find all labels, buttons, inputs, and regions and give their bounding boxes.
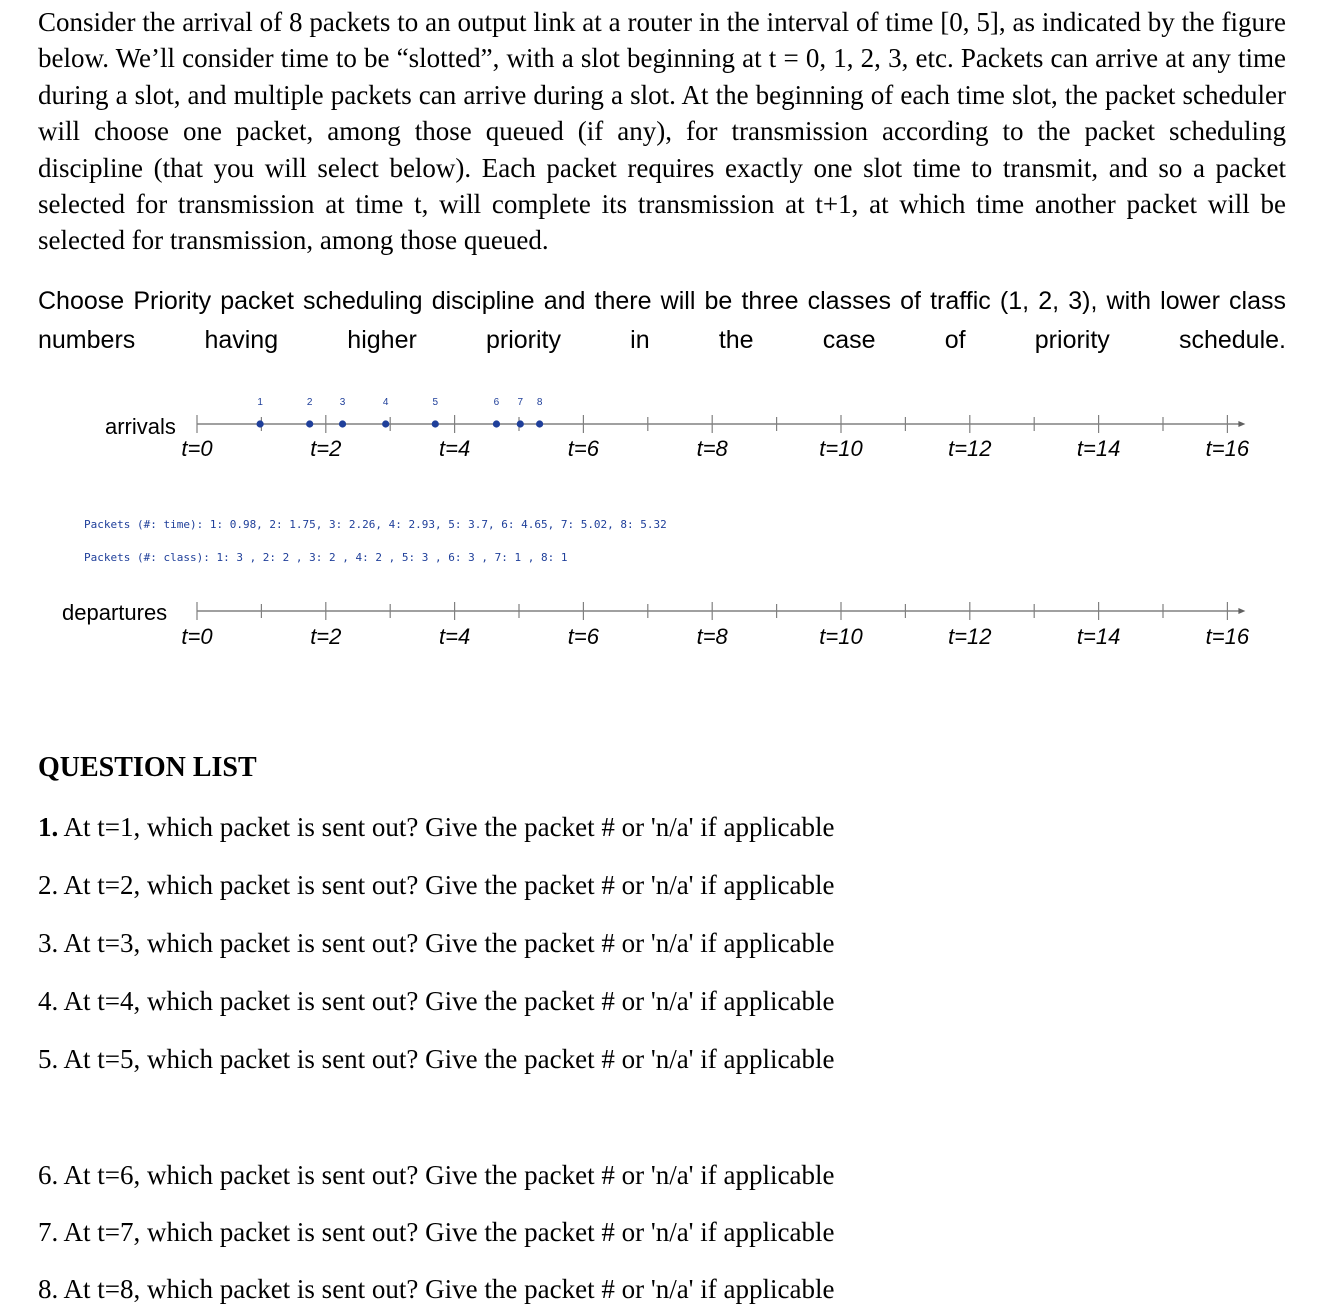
packet-number: 6 bbox=[493, 397, 500, 408]
question-text: At t=4, which packet is sent out? Give the packet # or 'n/a' if applicable bbox=[58, 986, 835, 1016]
packet-arrival-dot bbox=[339, 420, 346, 427]
question-text: At t=8, which packet is sent out? Give the packet # or 'n/a' if applicable bbox=[58, 1274, 835, 1304]
time-label: t=6 bbox=[567, 624, 599, 649]
question-item bbox=[38, 870, 834, 901]
time-label: t=12 bbox=[948, 436, 992, 461]
packet-arrival-dot bbox=[493, 420, 500, 427]
arrivals-timeline bbox=[0, 404, 1338, 440]
intro-paragraph: Consider the arrival of 8 packets to an output link at a router in the interval of time [0, 5], as indicated by the figure below. We’ll consider time to be “slotted”, with a slot beginning at t = 0, 1, 2, 3, etc. Packets can arrive at any time during a slot, and multiple packets can arrive during a slot. At the beginning of each time slot, the packet scheduler will choose one packet, among those queued (if any), for transmission according to the packet scheduling discipline (that you will select below). Each packet requires exactly one slot time to transmit, and so a packet selected for transmission at time t, will complete its transmission at t+1, at which time another packet will be selected for transmission, among those queued. bbox=[38, 7, 1286, 256]
question-number: 5. bbox=[38, 1044, 59, 1074]
packet-number: 4 bbox=[382, 397, 389, 408]
question-item bbox=[38, 986, 834, 1017]
axis-arrowhead bbox=[1238, 421, 1245, 427]
departures-label: departures bbox=[62, 600, 168, 625]
discipline-paragraph: Choose Priority packet scheduling discipline and there will be three classes of traffic (1, 2, 3), with lower class numbers having higher priority in the case of priority schedule. bbox=[38, 287, 1286, 354]
time-label: t=16 bbox=[1205, 624, 1250, 649]
question-number: 3. bbox=[38, 928, 59, 958]
time-label: t=8 bbox=[696, 436, 728, 461]
packet-arrival-dot bbox=[536, 420, 543, 427]
time-label: t=0 bbox=[181, 624, 213, 649]
question-text: At t=7, which packet is sent out? Give the packet # or 'n/a' if applicable bbox=[58, 1217, 835, 1247]
time-label: t=2 bbox=[310, 436, 342, 461]
packet-arrival-dot bbox=[382, 420, 389, 427]
time-label: t=6 bbox=[567, 436, 599, 461]
time-label: t=10 bbox=[819, 624, 863, 649]
question-number: 4. bbox=[38, 986, 59, 1016]
packet-number: 5 bbox=[432, 397, 439, 408]
question-text: At t=3, which packet is sent out? Give the packet # or 'n/a' if applicable bbox=[58, 928, 835, 958]
question-number: 6. bbox=[38, 1160, 59, 1190]
question-item bbox=[38, 1217, 834, 1248]
packet-arrival-dot bbox=[306, 420, 313, 427]
question-number: 2. bbox=[38, 870, 59, 900]
packet-number: 2 bbox=[306, 397, 313, 408]
question-item bbox=[38, 928, 834, 959]
packets-class-info: Packets (#: class): 1: 3 , 2: 2 , 3: 2 , 4: 2 , 5: 3 , 6: 3 , 7: 1 , 8: 1 bbox=[84, 551, 568, 564]
arrivals-label: arrivals bbox=[105, 414, 176, 439]
question-item bbox=[38, 1044, 834, 1075]
question-item bbox=[38, 1160, 834, 1191]
question-text: At t=6, which packet is sent out? Give the packet # or 'n/a' if applicable bbox=[58, 1160, 835, 1190]
question-number: 8. bbox=[38, 1274, 59, 1304]
question-number: 1. bbox=[38, 812, 59, 842]
packet-arrival-dot bbox=[432, 420, 439, 427]
question-text: At t=2, which packet is sent out? Give the packet # or 'n/a' if applicable bbox=[58, 870, 835, 900]
time-label: t=2 bbox=[310, 624, 342, 649]
time-label: t=8 bbox=[696, 624, 728, 649]
question-list-title: QUESTION LIST bbox=[38, 752, 257, 783]
time-label: t=10 bbox=[819, 436, 863, 461]
time-label: t=4 bbox=[438, 624, 471, 649]
packet-number: 8 bbox=[536, 397, 543, 408]
time-label: t=0 bbox=[181, 436, 213, 461]
time-label: t=4 bbox=[438, 436, 471, 461]
axis-arrowhead bbox=[1238, 608, 1245, 614]
packet-arrival-dot bbox=[517, 420, 524, 427]
question-number: 7. bbox=[38, 1217, 59, 1247]
question-text: At t=5, which packet is sent out? Give the packet # or 'n/a' if applicable bbox=[58, 1044, 835, 1074]
packets-time-info: Packets (#: time): 1: 0.98, 2: 1.75, 3: 2.26, 4: 2.93, 5: 3.7, 6: 4.65, 7: 5.02, 8: 5.32 bbox=[84, 518, 667, 531]
question-item bbox=[38, 812, 834, 843]
question-item bbox=[38, 1274, 834, 1305]
packet-number: 1 bbox=[257, 397, 263, 408]
packet-number: 7 bbox=[517, 397, 524, 408]
packet-number: 3 bbox=[339, 397, 346, 408]
time-label: t=14 bbox=[1076, 624, 1121, 649]
time-label: t=14 bbox=[1076, 436, 1121, 461]
question-text: At t=1, which packet is sent out? Give the packet # or 'n/a' if applicable bbox=[58, 812, 835, 842]
packet-arrival-dot bbox=[257, 420, 264, 427]
time-label: t=12 bbox=[948, 624, 992, 649]
time-label: t=16 bbox=[1205, 436, 1250, 461]
